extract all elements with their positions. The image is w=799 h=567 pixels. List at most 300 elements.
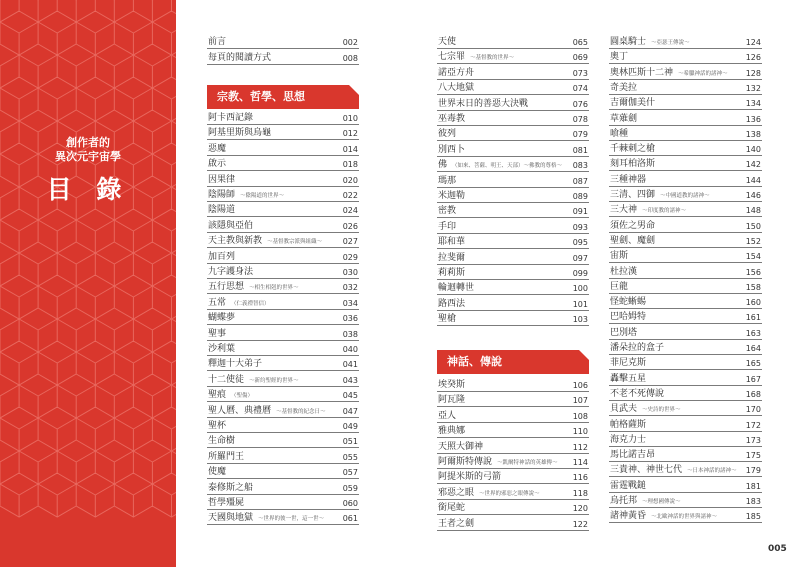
toc-entry-title: 別西卜 [438, 144, 466, 155]
toc-entry-title: 五常 [208, 297, 227, 308]
toc-entry-title: 八大地獄 [438, 83, 475, 94]
toc-entry-page: 020 [342, 175, 358, 185]
toc-entry-page: 073 [572, 68, 588, 78]
toc-entry-title: 聖痕 [208, 390, 227, 401]
toc-entry-page: 022 [342, 191, 358, 200]
toc-entry-page: 065 [572, 38, 588, 47]
toc-entry-page: 010 [342, 114, 358, 123]
toc-entry-title-wrap [610, 49, 628, 62]
toc-entry-page: 079 [572, 130, 588, 140]
toc-entry-subtitle: ～理想國傳說～ [642, 499, 681, 505]
toc-entry-title-wrap [610, 478, 646, 491]
toc-entry-page: 112 [572, 442, 588, 452]
toc-entry-title: 阿提米斯的弓箭 [438, 472, 502, 483]
toc-entry-page: 059 [342, 483, 358, 493]
toc-entry-title: 奧丁 [610, 52, 629, 63]
toc-entry-title-wrap [610, 462, 737, 475]
toc-entry-title-wrap [610, 80, 637, 93]
toc-entry-title-wrap [208, 34, 226, 47]
toc-entry[interactable] [437, 514, 589, 531]
toc-entry-title: 天照大御神 [438, 441, 484, 452]
toc-entry-title: 陰陽道 [208, 205, 236, 216]
toc-entry-page: 110 [572, 427, 588, 437]
toc-entry-title-wrap [208, 172, 235, 185]
toc-entry-page: 029 [342, 252, 358, 262]
toc-entry-title: 菲尼克斯 [610, 358, 647, 369]
toc-entry-page: 108 [572, 411, 588, 421]
toc-entry-page: 095 [572, 238, 588, 248]
toc-entry-title: 刻耳柏洛斯 [610, 159, 656, 170]
toc-entry-title: 巫毒教 [438, 114, 466, 124]
toc-entry-page: 038 [342, 329, 358, 339]
toc-entry-page: 032 [342, 283, 358, 293]
toc-entry-title-wrap [610, 355, 646, 368]
toc-entry-title-wrap [208, 341, 235, 354]
toc-entry-subtitle: （聖傷） [231, 393, 254, 400]
toc-entry-page: 045 [342, 391, 358, 401]
toc-entry-title: 喰種 [610, 128, 629, 139]
toc-entry-title-wrap [208, 403, 326, 416]
toc-entry-title-wrap [610, 309, 646, 322]
toc-entry-title: 潘朵拉的盒子 [610, 343, 665, 353]
toc-entry-title: 巴別塔 [610, 327, 638, 338]
toc-entry-title-wrap [610, 447, 655, 460]
toc-entry-page: 142 [745, 160, 761, 170]
toc-entry-title: 九字護身法 [208, 267, 254, 277]
toc-entry-title: 聖劍、魔劍 [610, 235, 656, 246]
toc-entry-page: 106 [572, 381, 588, 390]
toc-entry-page: 087 [572, 176, 588, 186]
toc-entry-page: 089 [572, 192, 588, 201]
toc-entry-subtitle: ～相生相剋的世界～ [249, 285, 299, 292]
toc-entry-page: 093 [572, 222, 588, 232]
toc-entry-title-wrap [610, 371, 646, 384]
toc-entry-page: 168 [745, 389, 761, 399]
toc-entry-page: 024 [342, 206, 358, 216]
toc-entry-page: 026 [342, 221, 358, 231]
toc-entry-title-wrap [610, 386, 664, 399]
toc-entry-title: 諾亞方舟 [438, 67, 475, 78]
toc-entry-title-wrap [438, 111, 465, 124]
toc-entry-title-wrap [438, 250, 465, 263]
toc-entry-title-wrap [438, 469, 501, 482]
toc-entry-title-wrap [208, 464, 226, 477]
toc-entry-title-wrap [208, 156, 226, 169]
toc-entry-page: 179 [745, 466, 761, 476]
section-corner-cut [349, 85, 359, 95]
toc-entry-title-wrap [610, 218, 655, 231]
toc-entry-page: 030 [342, 268, 358, 277]
toc-entry-title: 轟擊五星 [610, 373, 647, 384]
toc-entry-title-wrap [208, 510, 324, 523]
toc-entry-page: 136 [745, 114, 761, 124]
toc-entry-title: 三種神器 [610, 174, 647, 185]
toc-entry-page: 101 [572, 299, 588, 309]
toc-entry-title: 彼列 [438, 129, 457, 140]
toc-entry-title-wrap [208, 387, 253, 400]
toc-entry-title: 杜拉漢 [610, 266, 638, 277]
toc-entry-page: 150 [745, 221, 761, 231]
toc-entry-title: 聖槍 [438, 314, 457, 325]
toc-entry-page: 175 [745, 451, 761, 461]
toc-entry-title-wrap [438, 265, 465, 278]
toc-entry-title: 三清、四御 [610, 190, 656, 200]
toc-entry-title: 奧林匹斯十二神 [610, 67, 674, 78]
toc-entry-title: 不老不死傳說 [610, 388, 665, 399]
toc-entry-title: 邪惡之眼 [438, 487, 475, 498]
toc-entry-page: 124 [745, 38, 761, 47]
toc-entry-title: 烏托邦 [610, 496, 638, 506]
toc-entry-page: 161 [745, 313, 761, 323]
toc-entry-subtitle: ～基督教的世界～ [470, 55, 515, 62]
toc-entry-title: 加百列 [208, 251, 236, 262]
sidebar-title: 目 錄 [46, 175, 130, 204]
toc-entry-title: 瑪那 [438, 175, 457, 186]
toc-entry-title: 阿瓦隆 [438, 395, 466, 406]
toc-entry-title-wrap [438, 219, 456, 232]
toc-entry-title-wrap [610, 401, 681, 414]
toc-entry-title: 米迦勒 [438, 191, 466, 201]
toc-entry-page: 076 [572, 99, 588, 109]
toc-entry-title-wrap [208, 264, 253, 277]
toc-entry-title: 密教 [438, 206, 457, 217]
toc-entry-title-wrap [610, 432, 646, 445]
toc-entry-page: 128 [745, 68, 761, 78]
toc-entry-page: 036 [342, 314, 358, 324]
toc-entry[interactable] [207, 32, 359, 49]
toc-entry-title-wrap [438, 96, 528, 109]
toc-entry-title: 銜尾蛇 [438, 503, 466, 514]
section-title: 宗教、哲學、思想 [217, 90, 305, 103]
toc-entry-title-wrap [438, 454, 558, 467]
toc-entry-page: 170 [745, 405, 761, 415]
toc-entry-title: 惡魔 [208, 143, 227, 154]
toc-entry-subtitle: ～基督教宗派與組織～ [267, 239, 323, 246]
toc-entry-title: 前言 [208, 37, 227, 47]
toc-entry-page: 164 [745, 344, 761, 353]
toc-entry-page: 018 [342, 160, 358, 170]
section-header [207, 85, 359, 109]
toc-entry-title-wrap [208, 249, 235, 262]
toc-entry-title-wrap [208, 449, 244, 462]
toc-entry-title-wrap [438, 80, 474, 93]
toc-entry-page: 154 [745, 252, 761, 262]
toc-entry-title-wrap [610, 417, 646, 430]
toc-entry-title: 泰修斯之船 [208, 482, 254, 493]
toc-entry-title-wrap [610, 65, 728, 78]
toc-entry-title-wrap [438, 485, 540, 498]
toc-entry-title: 啟示 [208, 159, 227, 170]
toc-entry-title: 莉莉斯 [438, 268, 466, 278]
toc-entry-title: 須佐之男命 [610, 220, 656, 231]
toc-entry-title: 諸神黃昏 [610, 511, 647, 522]
toc-entry-title-wrap [610, 202, 686, 215]
toc-entry-title: 所羅門王 [208, 451, 245, 462]
toc-entry-title: 每頁的閱讀方式 [208, 52, 272, 63]
toc-entry-title-wrap [438, 311, 456, 324]
toc-entry-subtitle: ～日本神話的諸神～ [687, 468, 737, 475]
toc-entry-title: 七宗罪 [438, 52, 466, 63]
toc-entry-title-wrap [208, 202, 235, 215]
toc-entry-title-wrap [208, 495, 244, 508]
toc-entry-title-wrap [208, 50, 271, 63]
toc-entry-title-wrap [438, 203, 456, 216]
toc-entry-title: 輪迴轉世 [438, 283, 475, 294]
toc-entry-page: 114 [572, 458, 588, 467]
toc-entry-title: 三貴神、神世七代 [610, 465, 683, 476]
toc-entry-title-wrap [208, 480, 253, 493]
toc-entry-title: 該隱與亞伯 [208, 220, 254, 231]
toc-entry-subtitle: ～印度教的諸神～ [642, 208, 687, 215]
toc-entry-page: 057 [342, 468, 358, 478]
toc-entry-title-wrap [438, 516, 474, 529]
toc-entry-title: 亞人 [438, 410, 457, 421]
cube-pattern [0, 0, 176, 567]
toc-entry-title-wrap [610, 95, 655, 108]
toc-entry-title-wrap [438, 188, 465, 201]
toc-entry-title: 吉爾伽美什 [610, 98, 656, 109]
toc-entry-title-wrap [208, 372, 299, 385]
toc-entry-page: 163 [745, 328, 761, 338]
toc-entry-title: 生命樹 [208, 436, 236, 447]
toc-entry-page: 160 [745, 298, 761, 308]
toc-entry-title-wrap [438, 439, 483, 452]
toc-entry-title-wrap [208, 326, 226, 339]
toc-entry-title: 草薙劍 [610, 113, 638, 124]
toc-entry-title-wrap [610, 172, 646, 185]
toc-entry-title-wrap [438, 49, 514, 62]
toc-entry-title: 馬比諾吉昂 [610, 450, 656, 461]
toc-entry-title: 手印 [438, 221, 457, 232]
toc-entry-title-wrap [438, 500, 465, 513]
toc-entry-title-wrap [208, 141, 226, 154]
toc-entry-title-wrap [208, 110, 253, 123]
toc-entry-title: 宙斯 [610, 251, 629, 262]
toc-entry-page: 120 [572, 504, 588, 514]
toc-entry-title-wrap [610, 294, 646, 307]
toc-entry-page: 183 [745, 497, 761, 506]
toc-entry-title: 釋迦十大弟子 [208, 359, 263, 370]
toc-entry-title-wrap [208, 310, 235, 323]
toc-entry-title-wrap [610, 111, 637, 124]
section-title: 神話、傳說 [447, 355, 502, 368]
toc-entry-title-wrap [610, 340, 664, 353]
toc-entry-page: 173 [745, 435, 761, 445]
toc-entry-title: 王者之劍 [438, 518, 475, 529]
toc-entry-page: 049 [342, 422, 358, 431]
toc-entry-title-wrap [208, 295, 270, 308]
toc-entry-subtitle: （仁義禮智信） [231, 300, 270, 307]
toc-entry-title-wrap [610, 248, 628, 261]
toc-entry-title-wrap [438, 65, 474, 78]
toc-entry-title-wrap [610, 187, 710, 200]
toc-entry-title: 巨龍 [610, 281, 629, 292]
toc-entry-title-wrap [438, 157, 562, 170]
toc-entry-title: 五行思想 [208, 282, 245, 293]
toc-entry-title: 阿爾斯特傳說 [438, 457, 493, 467]
toc-entry-page: 051 [342, 437, 358, 447]
toc-entry[interactable] [437, 309, 589, 326]
toc-entry-title-wrap [438, 423, 465, 436]
toc-entry-page: 167 [745, 374, 761, 384]
toc-entry-subtitle: ～希臘神話的諸神～ [678, 70, 728, 77]
section-header [437, 350, 589, 374]
toc-entry-title-wrap [610, 264, 637, 277]
toc-entry-title-wrap [438, 280, 474, 293]
toc-entry-page: 144 [745, 175, 761, 185]
toc-entry-subtitle: ～史詩的世界～ [642, 407, 681, 414]
toc-entry-title-wrap [438, 34, 456, 47]
toc-entry-page: 012 [342, 129, 358, 139]
toc-entry-page: 040 [342, 345, 358, 354]
toc-entry-title-wrap [438, 142, 465, 155]
toc-entry-subtitle: ～中國道教的諸神～ [660, 193, 710, 199]
toc-entry-title-wrap [610, 156, 655, 169]
toc-entry-page: 055 [342, 452, 358, 462]
toc-entry-title: 因果律 [208, 174, 236, 185]
toc-entry-page: 043 [342, 375, 358, 385]
toc-entry-page: 078 [572, 115, 588, 124]
toc-entry-page: 091 [572, 207, 588, 217]
toc-entry-page: 116 [572, 473, 588, 483]
toc-entry-title: 千棘刺之槍 [610, 144, 656, 155]
toc-entry-title-wrap [610, 279, 628, 292]
toc-entry-page: 126 [745, 53, 761, 63]
toc-entry-title-wrap [438, 296, 465, 309]
toc-entry-title: 聖人曆、典禮曆 [208, 405, 272, 416]
toc-entry-title-wrap [610, 325, 637, 338]
toc-entry-title-wrap [208, 218, 253, 231]
toc-entry-title: 雅典娜 [438, 426, 466, 437]
toc-entry-title-wrap [610, 141, 655, 154]
toc-entry-title: 怪蛇蜥蜴 [610, 297, 647, 308]
toc-entry-page: 148 [745, 206, 761, 216]
toc-entry[interactable] [609, 506, 762, 523]
toc-entry-title: 耶和華 [438, 237, 466, 248]
toc-entry-title: 世界末日的善惡大決戰 [438, 98, 529, 109]
toc-entry-title: 天使 [438, 37, 457, 47]
toc-entry-page: 181 [745, 481, 761, 491]
toc-entry-page: 060 [342, 499, 358, 508]
toc-entry-title-wrap [438, 408, 456, 421]
toc-entry-subtitle: ～亞瑟王傳說～ [651, 40, 690, 46]
toc-entry[interactable] [207, 508, 359, 525]
toc-entry-title: 帕格薩斯 [610, 419, 647, 430]
toc-entry-title-wrap [438, 377, 465, 390]
toc-entry-page: 158 [745, 282, 761, 292]
toc-entry-page: 140 [745, 145, 761, 155]
toc-entry-page: 008 [342, 53, 358, 63]
toc-entry-page: 138 [745, 129, 761, 139]
toc-entry-subtitle: ～基督教的紀念日～ [276, 408, 326, 415]
toc-entry-page: 027 [342, 237, 358, 247]
toc-entry-title: 巴哈姆特 [610, 312, 647, 323]
page-number: 005 [768, 544, 787, 554]
toc-entry-page: 097 [572, 253, 588, 263]
toc-entry-page: 165 [745, 359, 761, 369]
toc-entry-title: 阿卡西記錄 [208, 113, 254, 123]
toc-entry-subtitle: ～新約聖經的世界～ [249, 377, 299, 384]
toc-entry-page: 034 [342, 298, 358, 308]
toc-entry-page: 185 [745, 512, 761, 522]
toc-entry-title-wrap [208, 233, 322, 246]
toc-entry-subtitle: ～凱爾特神話的英雄傳～ [497, 460, 558, 466]
toc-entry-page: 100 [572, 284, 588, 294]
toc-entry-subtitle: ～陰陽道的世界～ [240, 193, 285, 199]
toc-entry-title-wrap [208, 418, 226, 431]
toc-entry-page: 156 [745, 267, 761, 277]
toc-entry-page: 061 [342, 514, 358, 524]
section-corner-cut [579, 350, 589, 360]
toc-entry-page: 083 [572, 161, 588, 171]
toc-entry-title: 哲學殭屍 [208, 498, 245, 508]
toc-entry-title: 蝴蝶夢 [208, 313, 236, 324]
toc-entry-title-wrap [208, 356, 262, 369]
toc-entry-title-wrap [208, 187, 284, 200]
toc-entry-title: 沙利葉 [208, 344, 236, 354]
toc-entry-page: 041 [342, 360, 358, 370]
toc-entry-page: 069 [572, 53, 588, 63]
toc-entry-page: 099 [572, 269, 588, 278]
toc-entry-title: 十二使徒 [208, 374, 245, 385]
toc-entry-page: 107 [572, 396, 588, 406]
toc-entry-title-wrap [208, 279, 299, 292]
toc-entry-subtitle: ～世界的邪惡之眼傳說～ [479, 490, 540, 497]
toc-entry-title-wrap [208, 433, 235, 446]
toc-entry-page: 081 [572, 145, 588, 155]
sidebar-panel [0, 0, 176, 567]
toc-entry-title: 佛 [438, 160, 448, 171]
sidebar-subtitle-line2: 異次元宇宙學 [55, 150, 121, 163]
toc-entry-title: 圓桌騎士 [610, 37, 647, 47]
toc-entry-subtitle: ～北歐神話的世界與諸神～ [651, 514, 718, 521]
sidebar-subtitle-line1: 創作者的 [66, 136, 110, 149]
toc-entry-title-wrap [438, 234, 465, 247]
toc-entry-page: 172 [745, 420, 761, 430]
toc-entry-page: 074 [572, 84, 588, 94]
toc-entry-subtitle: ～世界的彼一世，這一世～ [258, 516, 325, 523]
toc-entry-title: 天國與地獄 [208, 513, 254, 524]
toc-entry-title: 三大神 [610, 205, 638, 216]
toc-entry-page: 146 [745, 191, 761, 200]
toc-entry-title-wrap [438, 173, 456, 186]
toc-entry-title-wrap [610, 493, 681, 506]
toc-entry-subtitle: （如來、菩薩、明王、天部）～佛教的尊格～ [452, 163, 563, 170]
toc-entry-page: 103 [572, 315, 588, 325]
toc-entry-page: 118 [572, 488, 588, 498]
toc-entry-title: 阿基里斯與烏龜 [208, 128, 272, 139]
toc-entry-title: 奇美拉 [610, 82, 638, 93]
toc-entry-title-wrap [610, 233, 655, 246]
toc-entry-page: 134 [745, 99, 761, 109]
toc-entry-page: 002 [342, 38, 358, 47]
toc-entry-title-wrap [438, 392, 465, 405]
toc-entry-title: 海克力士 [610, 434, 647, 445]
toc-entry-title-wrap [610, 126, 628, 139]
toc-entry-title: 路西法 [438, 298, 466, 309]
toc-entry-title: 聖杯 [208, 421, 227, 431]
toc-entry-title: 聖事 [208, 328, 227, 339]
toc-entry-page: 152 [745, 236, 761, 246]
toc-entry-page: 047 [342, 406, 358, 416]
toc-entry-page: 132 [745, 83, 761, 93]
toc-entry-title: 天主教與新教 [208, 236, 263, 247]
toc-entry-title: 埃癸斯 [438, 380, 466, 390]
toc-entry-title: 拉斐爾 [438, 252, 466, 263]
toc-entry[interactable] [207, 48, 359, 65]
toc-entry-title: 雷霆戰鎚 [610, 480, 647, 491]
toc-entry-title: 使魔 [208, 467, 227, 478]
